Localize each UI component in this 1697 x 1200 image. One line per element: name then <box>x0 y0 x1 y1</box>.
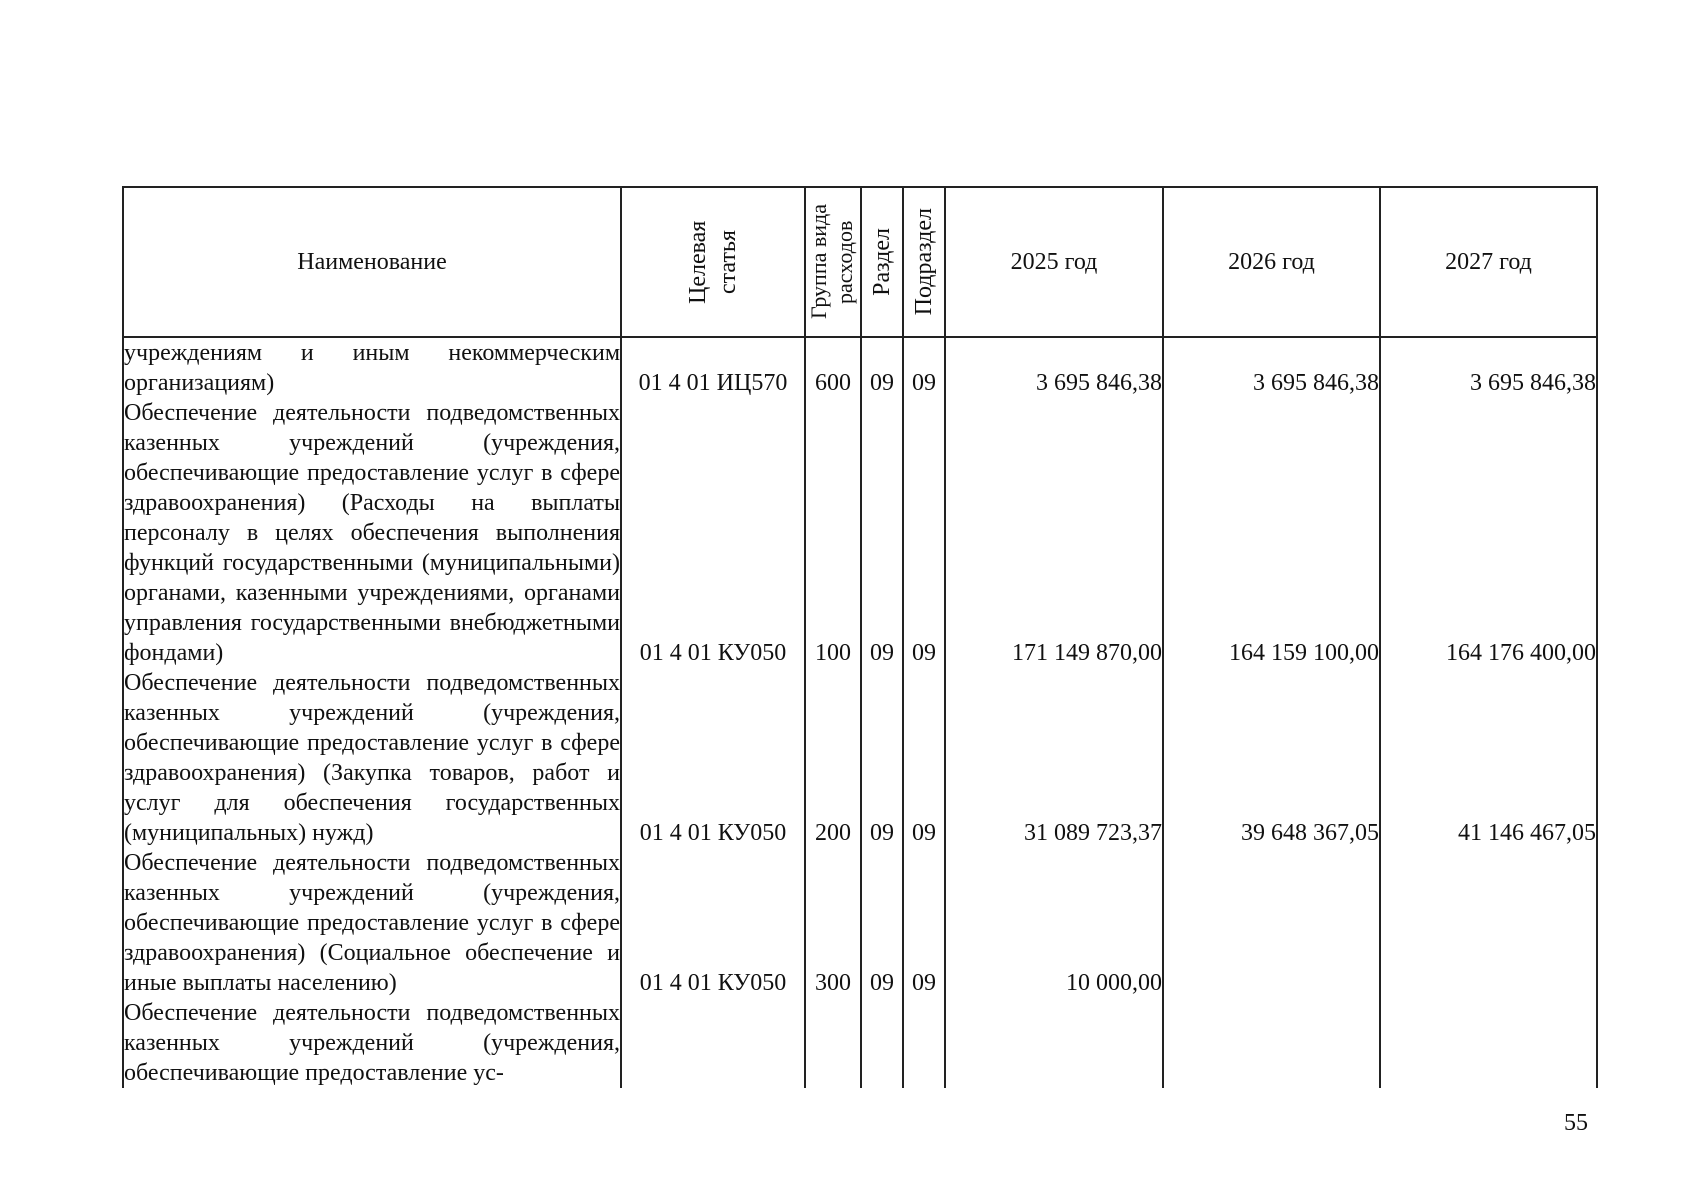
header-2026: 2026 год <box>1163 187 1380 337</box>
page-number: 55 <box>1564 1110 1588 1136</box>
row-target: 01 4 01 ИЦ570 <box>621 337 805 398</box>
row-target: 01 4 01 КУ050 <box>621 668 805 848</box>
row-2025: 171 149 870,00 <box>945 398 1163 668</box>
row-subsection: 09 <box>903 668 945 848</box>
row-subsection <box>903 998 945 1088</box>
budget-table <box>122 186 1598 1088</box>
row-2026 <box>1163 848 1380 998</box>
table-row <box>123 668 1597 848</box>
header-group: Группа вида расходов <box>805 187 861 337</box>
table-row <box>123 337 1597 398</box>
row-2026: 3 695 846,38 <box>1163 337 1380 398</box>
row-2026: 164 159 100,00 <box>1163 398 1380 668</box>
row-group: 100 <box>805 398 861 668</box>
row-group: 300 <box>805 848 861 998</box>
table-row <box>123 398 1597 668</box>
header-name: Наименование <box>123 187 621 337</box>
header-2025: 2025 год <box>945 187 1163 337</box>
table-row <box>123 998 1597 1088</box>
table-row <box>123 848 1597 998</box>
row-section <box>861 998 903 1088</box>
row-name: Обеспечение деятельности подведомственных казенных учреждений (учреждения, обеспечивающие предоставление услуг в сфере здравоохранения) (Социальное обеспечение и иные выплаты населению) <box>124 850 620 996</box>
row-group <box>805 998 861 1088</box>
row-section: 09 <box>861 668 903 848</box>
row-section: 09 <box>861 848 903 998</box>
row-2027: 164 176 400,00 <box>1380 398 1597 668</box>
row-2027: 3 695 846,38 <box>1380 337 1597 398</box>
row-subsection: 09 <box>903 848 945 998</box>
row-2027 <box>1380 848 1597 998</box>
row-2027 <box>1380 998 1597 1088</box>
header-2027: 2027 год <box>1380 187 1597 337</box>
row-group: 200 <box>805 668 861 848</box>
row-2025: 31 089 723,37 <box>945 668 1163 848</box>
row-2026 <box>1163 998 1380 1088</box>
row-name: Обеспечение деятельности подведомственных казенных учреждений (учреждения, обеспечивающие предоставление ус- <box>124 1000 620 1086</box>
row-name: учреждениям и иным некоммерческим организациям) <box>123 337 621 398</box>
row-group: 600 <box>805 337 861 398</box>
row-target: 01 4 01 КУ050 <box>621 398 805 668</box>
row-section: 09 <box>861 337 903 398</box>
row-2026: 39 648 367,05 <box>1163 668 1380 848</box>
header-section: Раздел <box>861 187 903 337</box>
header-subsection: Подраздел <box>903 187 945 337</box>
row-name: Обеспечение деятельности подведомственных казенных учреждений (учреждения, обеспечивающие предоставление услуг в сфере здравоохранения) (Расходы на выплаты персоналу в целях обеспечения выполнения функций государственными (муниципальными) органами, казенными учреждениями, органами управления государственными внебюджетными фондами) <box>124 400 620 666</box>
row-target: 01 4 01 КУ050 <box>621 848 805 998</box>
row-target <box>621 998 805 1088</box>
row-subsection: 09 <box>903 337 945 398</box>
row-2025 <box>945 998 1163 1088</box>
header-target: Целевая статья <box>621 187 805 337</box>
row-section: 09 <box>861 398 903 668</box>
row-2025: 10 000,00 <box>945 848 1163 998</box>
table-header-row <box>123 187 1597 337</box>
row-2025: 3 695 846,38 <box>945 337 1163 398</box>
row-name: Обеспечение деятельности подведомственных казенных учреждений (учреждения, обеспечивающие предоставление услуг в сфере здравоохранения) (Закупка товаров, работ и услуг для обеспечения государственных (муниципальных) нужд) <box>124 670 620 846</box>
row-subsection: 09 <box>903 398 945 668</box>
row-2027: 41 146 467,05 <box>1380 668 1597 848</box>
